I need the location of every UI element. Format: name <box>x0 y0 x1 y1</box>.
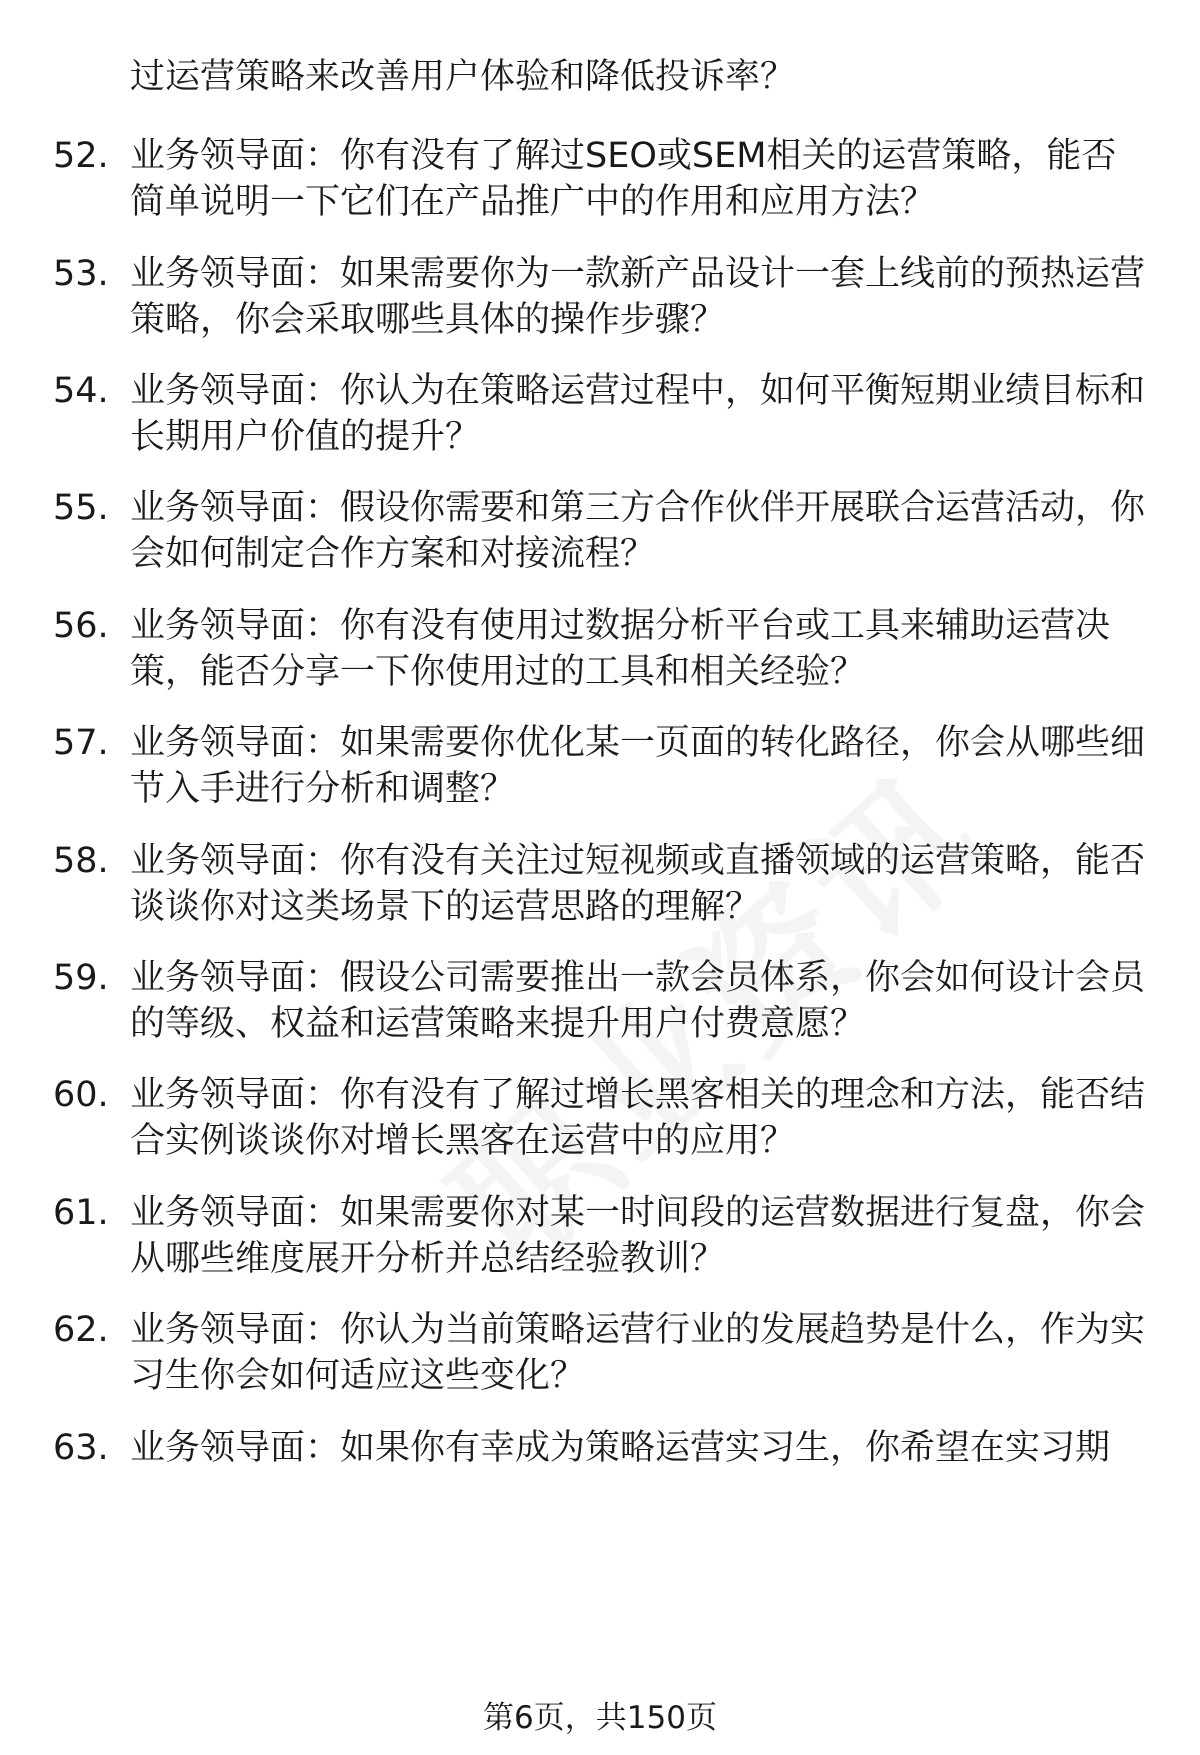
question-number: 55. <box>53 488 109 528</box>
question-number: 54. <box>53 371 109 411</box>
question-number: 52. <box>53 136 109 176</box>
question-number: 56. <box>53 606 109 646</box>
question-text: 业务领导面：你有没有关注过短视频或直播领域的运营策略，能否谈谈你对这类场景下的运营思路的理解？ <box>130 841 1146 927</box>
question-text: 业务领导面：你认为在策略运营过程中，如何平衡短期业绩目标和长期用户价值的提升？ <box>130 371 1146 457</box>
question-number: 63. <box>53 1428 109 1468</box>
question-text: 业务领导面：你有没有了解过SEO或SEM相关的运营策略，能否简单说明一下它们在产品推广中的作用和应用方法？ <box>130 136 1117 222</box>
continued-question-text: 过运营策略来改善用户体验和降低投诉率？ <box>130 57 796 97</box>
question-number: 57. <box>53 723 109 763</box>
question-text: 业务领导面：假设你需要和第三方合作伙伴开展联合运营活动，你会如何制定合作方案和对接流程？ <box>130 488 1146 574</box>
question-text: 业务领导面：如果需要你对某一时间段的运营数据进行复盘，你会从哪些维度展开分析并总结经验教训？ <box>130 1193 1146 1279</box>
question-number: 62. <box>53 1310 109 1350</box>
question-number: 61. <box>53 1193 109 1233</box>
question-number: 60. <box>53 1075 109 1115</box>
question-number: 53. <box>53 254 109 294</box>
question-number: 58. <box>53 841 109 881</box>
question-text: 业务领导面：你有没有使用过数据分析平台或工具来辅助运营决策，能否分享一下你使用过的工具和相关经验？ <box>130 606 1111 692</box>
question-text: 业务领导面：你有没有了解过增长黑客相关的理念和方法，能否结合实例谈谈你对增长黑客在运营中的应用？ <box>130 1075 1146 1161</box>
question-text: 业务领导面：如果需要你为一款新产品设计一套上线前的预热运营策略，你会采取哪些具体的操作步骤？ <box>130 254 1146 340</box>
page-number-footer: 第6页，共150页 <box>483 1700 717 1736</box>
question-text: 业务领导面：假设公司需要推出一款会员体系，你会如何设计会员的等级、权益和运营策略来提升用户付费意愿？ <box>130 958 1146 1044</box>
question-number: 59. <box>53 958 109 998</box>
question-text: 业务领导面：如果需要你优化某一页面的转化路径，你会从哪些细节入手进行分析和调整？ <box>130 723 1146 809</box>
question-text: 业务领导面：你认为当前策略运营行业的发展趋势是什么，作为实习生你会如何适应这些变化？ <box>130 1310 1146 1396</box>
question-text: 业务领导面：如果你有幸成为策略运营实习生，你希望在实习期 <box>130 1428 1111 1468</box>
